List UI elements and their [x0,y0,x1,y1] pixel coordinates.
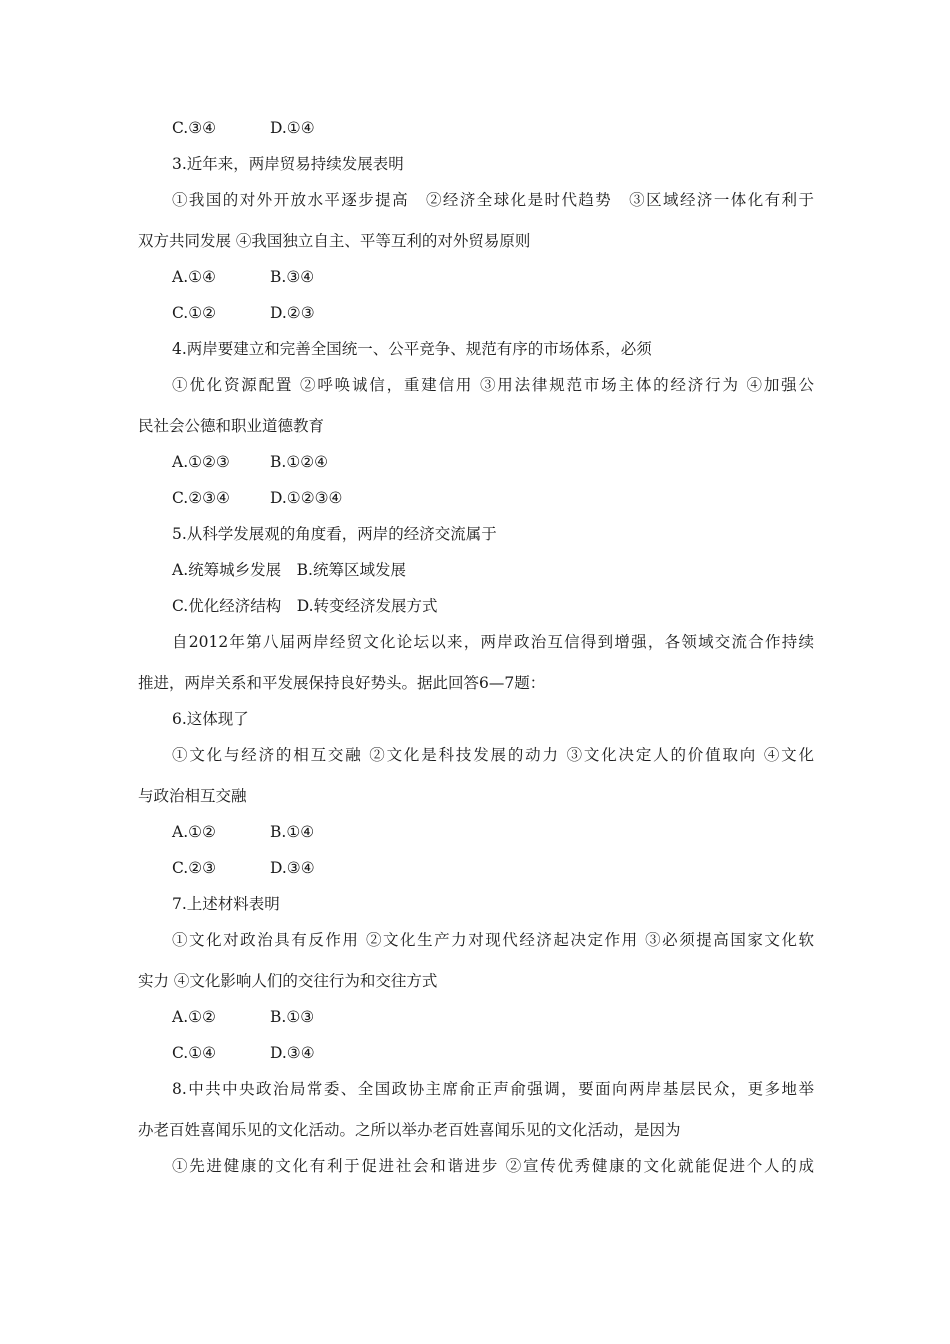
q3-option-d: D.②③ [270,304,315,322]
q3-stem: 3.近年来，两岸贸易持续发展表明 [172,155,404,173]
q5-options-ab: A.统筹城乡发展 B.统筹区域发展 [172,561,406,579]
q6-stem: 6.这体现了 [172,710,249,728]
q2-option-d: D.①④ [270,119,315,137]
q5-stem: 5.从科学发展观的角度看，两岸的经济交流属于 [172,525,497,543]
q3-option-a: A.①④ [172,268,216,286]
q2-options-cd [138,118,814,138]
q4-options-ab [138,452,814,472]
q3-options-ab [138,267,814,287]
q7-items-line1: ①文化对政治具有反作用 ②文化生产力对现代经济起决定作用 ③必须提高国家文化软 [172,931,814,949]
q4-option-d: D.①②③④ [270,489,343,507]
q7-option-d: D.③④ [270,1044,315,1062]
exam-content [138,118,814,1176]
q8-stem-line1: 8.中共中央政治局常委、全国政协主席俞正声俞强调，要面向两岸基层民众，更多地举 [172,1080,814,1098]
q6-options-ab [138,822,814,842]
q7-stem: 7.上述材料表明 [172,895,280,913]
q4-items-line1: ①优化资源配置 ②呼唤诚信，重建信用 ③用法律规范市场主体的经济行为 ④加强公 [172,376,814,394]
q8-items-line1: ①先进健康的文化有利于促进社会和谐进步 ②宣传优秀健康的文化就能促进个人的成 [172,1157,814,1175]
q6-items-line2: 与政治相互交融 [138,787,247,805]
q7-option-c: C.①④ [172,1044,217,1062]
q3-option-b: B.③④ [270,268,315,286]
q3-items-line2: 双方共同发展 ④我国独立自主、平等互利的对外贸易原则 [138,232,531,250]
q4-option-a: A.①②③ [172,453,230,471]
q6-option-b: B.①④ [270,823,315,841]
q7-option-a: A.①② [172,1008,216,1026]
q3-items-line1: ①我国的对外开放水平逐步提高 ②经济全球化是时代趋势 ③区域经济一体化有利于 [172,191,814,209]
q4-option-c: C.②③④ [172,489,230,507]
material-line1: 自2012年第八届两岸经贸文化论坛以来，两岸政治互信得到增强，各领域交流合作持续 [172,633,814,651]
q2-option-c: C.③④ [172,119,217,137]
q5-options-cd: C.优化经济结构 D.转变经济发展方式 [172,597,438,615]
q6-option-c: C.②③ [172,859,217,877]
q3-options-cd [138,303,814,323]
q6-option-d: D.③④ [270,859,315,877]
q6-options-cd [138,858,814,878]
q7-options-ab [138,1007,814,1027]
q3-option-c: C.①② [172,304,217,322]
q7-items-line2: 实力 ④文化影响人们的交往行为和交往方式 [138,972,438,990]
q4-option-b: B.①②④ [270,453,329,471]
q4-stem: 4.两岸要建立和完善全国统一、公平竞争、规范有序的市场体系，必须 [172,340,652,358]
q8-stem-line2: 办老百姓喜闻乐见的文化活动。之所以举办老百姓喜闻乐见的文化活动，是因为 [138,1121,681,1139]
q6-option-a: A.①② [172,823,216,841]
q7-options-cd [138,1043,814,1063]
q4-options-cd [138,488,814,508]
q4-items-line2: 民社会公德和职业道德教育 [138,417,325,435]
q7-option-b: B.①③ [270,1008,315,1026]
material-line2: 推进，两岸关系和平发展保持良好势头。据此回答6—7题： [138,674,546,692]
q6-items-line1: ①文化与经济的相互交融 ②文化是科技发展的动力 ③文化决定人的价值取向 ④文化 [172,746,814,764]
